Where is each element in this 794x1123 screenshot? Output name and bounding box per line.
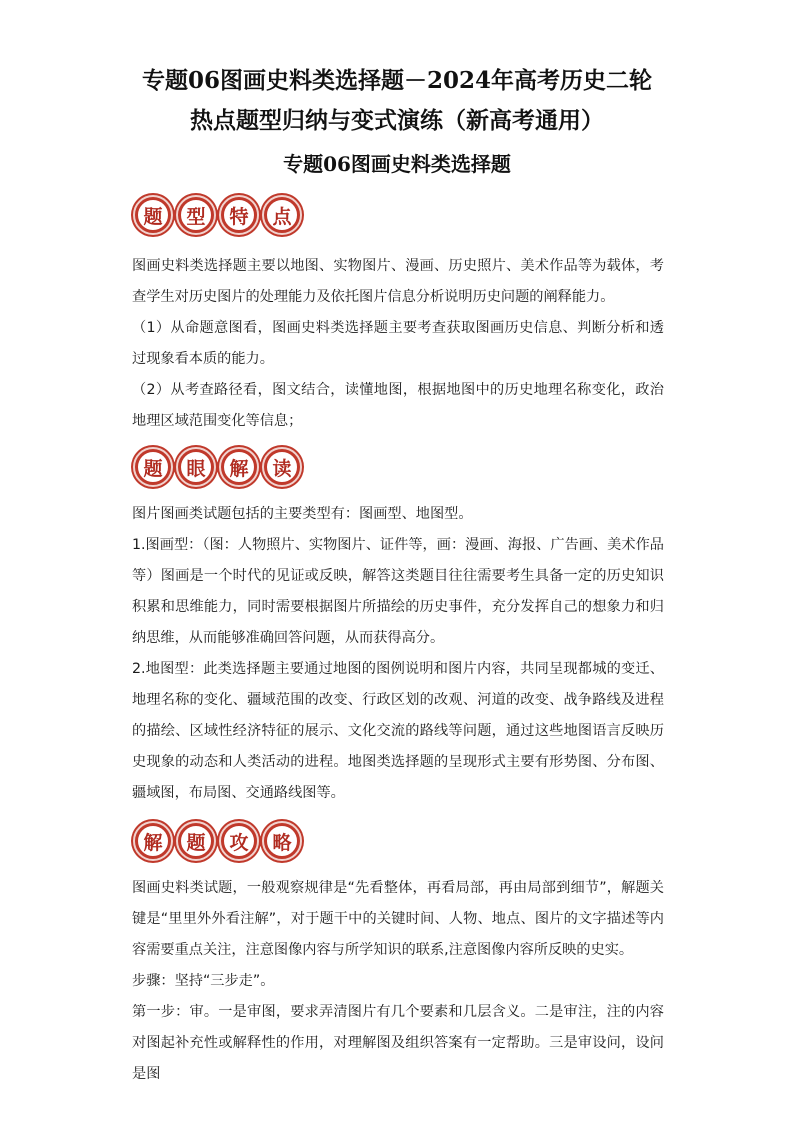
badge-char: 型 [180, 199, 212, 231]
interpret-type-2-paragraph: 2.地图型：此类选择题主要通过地图的图例说明和图片内容，共同呈现都城的变迁、地理名称的变化、疆域范围的改变、行政区划的改观、河道的改变、战争路线及进程的描绘、区域性经济特征的展示、文化交流的路线等问题，通过这些地图语言反映历史现象的动态和人类活动的进程。地图类选择题的呈现形式主要有形势图、分布图、疆域图，布局图、交通路线图等。 [132, 661, 664, 801]
badge-char: 略 [266, 825, 298, 857]
badge-char: 特 [223, 199, 255, 231]
badge-char: 解 [137, 825, 169, 857]
badge-circle [176, 821, 216, 861]
interpret-type-1-paragraph: 1.图画型：（图：人物照片、实物图片、证件等，画：漫画、海报、广告画、美术作品等）图画是一个时代的见证或反映，解答这类题目往往需要考生具备一定的历史知识积累和思维能力，同时需要根据图片所描绘的历史事件，充分发挥自己的想象力和归纳思维，从而能够准确回答问题，从而获得高分。 [132, 537, 664, 646]
badge-circle [219, 821, 259, 861]
section-badge-interpret [133, 444, 302, 488]
badge-char: 解 [223, 451, 255, 483]
badge-circle [176, 447, 216, 487]
badge-char: 眼 [180, 451, 212, 483]
section-badge-features [133, 192, 302, 236]
features-point-1: （1）从命题意图看，图画史料类选择题主要考查获取图画历史信息、判断分析和透过现象看本质的能力。 [132, 320, 664, 367]
badge-circle [133, 821, 173, 861]
features-point-2: （2）从考查路径看，图文结合，读懂地图，根据地图中的历史地理名称变化，政治地理区域范围变化等信息； [132, 382, 664, 429]
document-subtitle: 专题06图画史料类选择题 [283, 152, 511, 176]
badge-circle [133, 195, 173, 235]
badge-circle [262, 195, 302, 235]
section-badge-strategy [133, 818, 302, 862]
badge-char: 读 [266, 451, 298, 483]
badge-circle [176, 195, 216, 235]
strategy-steps-paragraph: 步骤：坚持“三步走”。 [132, 973, 275, 989]
strategy-step-1-paragraph: 第一步：审。一是审图，要求弄清图片有几个要素和几层含义。二是审注，注的内容对图起补充性或解释性的作用，对理解图及组织答案有一定帮助。三是审设问，设问是图 [132, 1004, 664, 1082]
badge-circle [262, 821, 302, 861]
badge-circle [219, 195, 259, 235]
badge-circle [262, 447, 302, 487]
badge-char: 题 [137, 199, 169, 231]
badge-circle [133, 447, 173, 487]
strategy-intro-paragraph: 图画史料类试题，一般观察规律是“先看整体，再看局部，再由局部到细节”，解题关键是“里里外外看注解”，对于题干中的关键时间、人物、地点、图片的文字描述等内容需要重点关注，注意图像内容与所学知识的联系,注意图像内容所反映的史实。 [132, 880, 664, 958]
document-title-line-2: 热点题型归纳与变式演练（新高考通用） [190, 107, 604, 134]
badge-circle [219, 447, 259, 487]
interpret-intro-paragraph: 图片图画类试题包括的主要类型有：图画型、地图型。 [132, 506, 473, 522]
badge-char: 题 [180, 825, 212, 857]
badge-char: 题 [137, 451, 169, 483]
features-intro-paragraph: 图画史料类选择题主要以地图、实物图片、漫画、历史照片、美术作品等为载体，考查学生对历史图片的处理能力及依托图片信息分析说明历史问题的阐释能力。 [132, 258, 664, 305]
badge-char: 攻 [223, 825, 255, 857]
badge-char: 点 [266, 199, 298, 231]
document-title-line-1: 专题06图画史料类选择题－2024年高考历史二轮 [141, 67, 653, 94]
